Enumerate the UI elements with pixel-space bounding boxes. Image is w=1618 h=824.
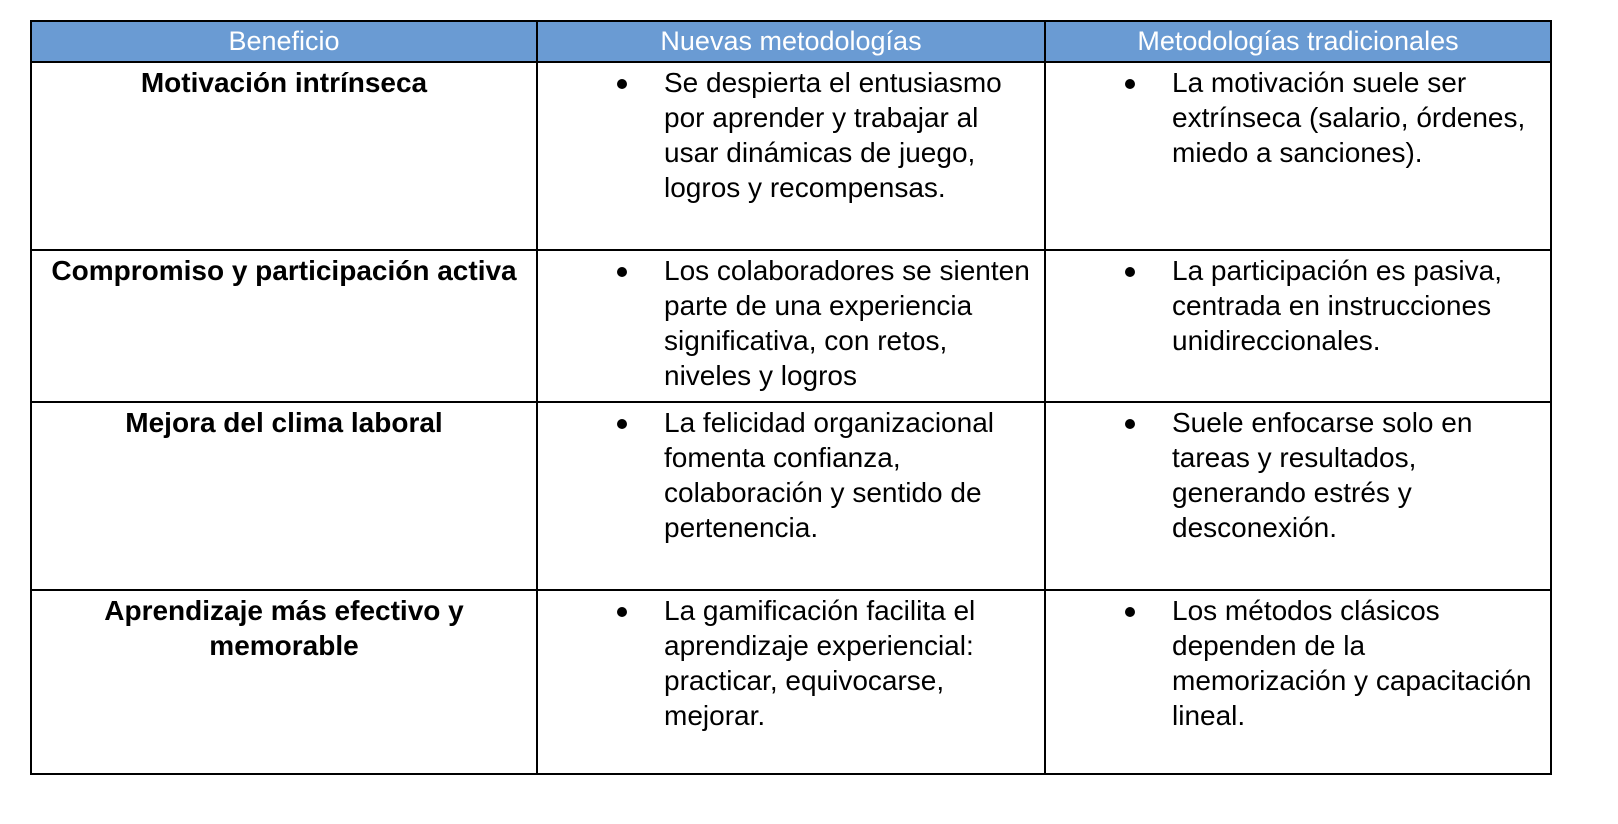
traditional-methodology-text: Suele enfocarse solo en tareas y resultados, generando estrés y desconexión.: [1172, 407, 1473, 543]
new-methodology-text: La felicidad organizacional fomenta confianza, colaboración y sentido de pertenencia.: [664, 407, 994, 543]
benefit-cell: Motivación intrínseca: [31, 62, 537, 250]
traditional-methodology-cell: [1045, 250, 1551, 402]
table-row: [31, 250, 1551, 402]
benefit-cell: Aprendizaje más efectivo y memorable: [31, 590, 537, 774]
traditional-methodology-text: Los métodos clásicos dependen de la memorización y capacitación lineal.: [1172, 595, 1532, 731]
traditional-methodology-cell: [1045, 62, 1551, 250]
bullet-icon: [1046, 593, 1172, 628]
new-methodology-cell: [537, 250, 1045, 402]
bullet-icon: [538, 65, 664, 100]
comparison-table-container: [30, 20, 1550, 775]
traditional-methodology-cell: [1045, 402, 1551, 590]
traditional-methodology-cell: [1045, 590, 1551, 774]
benefit-cell: Compromiso y participación activa: [31, 250, 537, 402]
new-methodology-text: Se despierta el entusiasmo por aprender y trabajar al usar dinámicas de juego, logros y recompensas.: [664, 67, 1002, 203]
new-methodology-cell: [537, 590, 1045, 774]
bullet-icon: [538, 593, 664, 628]
new-methodology-cell: [537, 62, 1045, 250]
traditional-methodology-text: La motivación suele ser extrínseca (salario, órdenes, miedo a sanciones).: [1172, 67, 1526, 168]
bullet-icon: [1046, 253, 1172, 288]
table-header-row: [31, 21, 1551, 62]
header-beneficio: Beneficio: [31, 21, 537, 62]
benefit-cell: Mejora del clima laboral: [31, 402, 537, 590]
table-row: [31, 402, 1551, 590]
new-methodology-text: La gamificación facilita el aprendizaje experiencial: practicar, equivocarse, mejorar.: [664, 595, 976, 731]
traditional-methodology-text: La participación es pasiva, centrada en instrucciones unidireccionales.: [1172, 255, 1502, 356]
table-row: [31, 590, 1551, 774]
bullet-icon: [538, 253, 664, 288]
bullet-icon: [538, 405, 664, 440]
new-methodology-cell: [537, 402, 1045, 590]
bullet-icon: [1046, 405, 1172, 440]
table-row: [31, 62, 1551, 250]
header-nuevas-metodologias: Nuevas metodologías: [537, 21, 1045, 62]
comparison-table: [30, 20, 1552, 775]
bullet-icon: [1046, 65, 1172, 100]
new-methodology-text: Los colaboradores se sienten parte de una experiencia significativa, con retos, niveles y logros: [664, 255, 1030, 391]
header-metodologias-tradicionales: Metodologías tradicionales: [1045, 21, 1551, 62]
